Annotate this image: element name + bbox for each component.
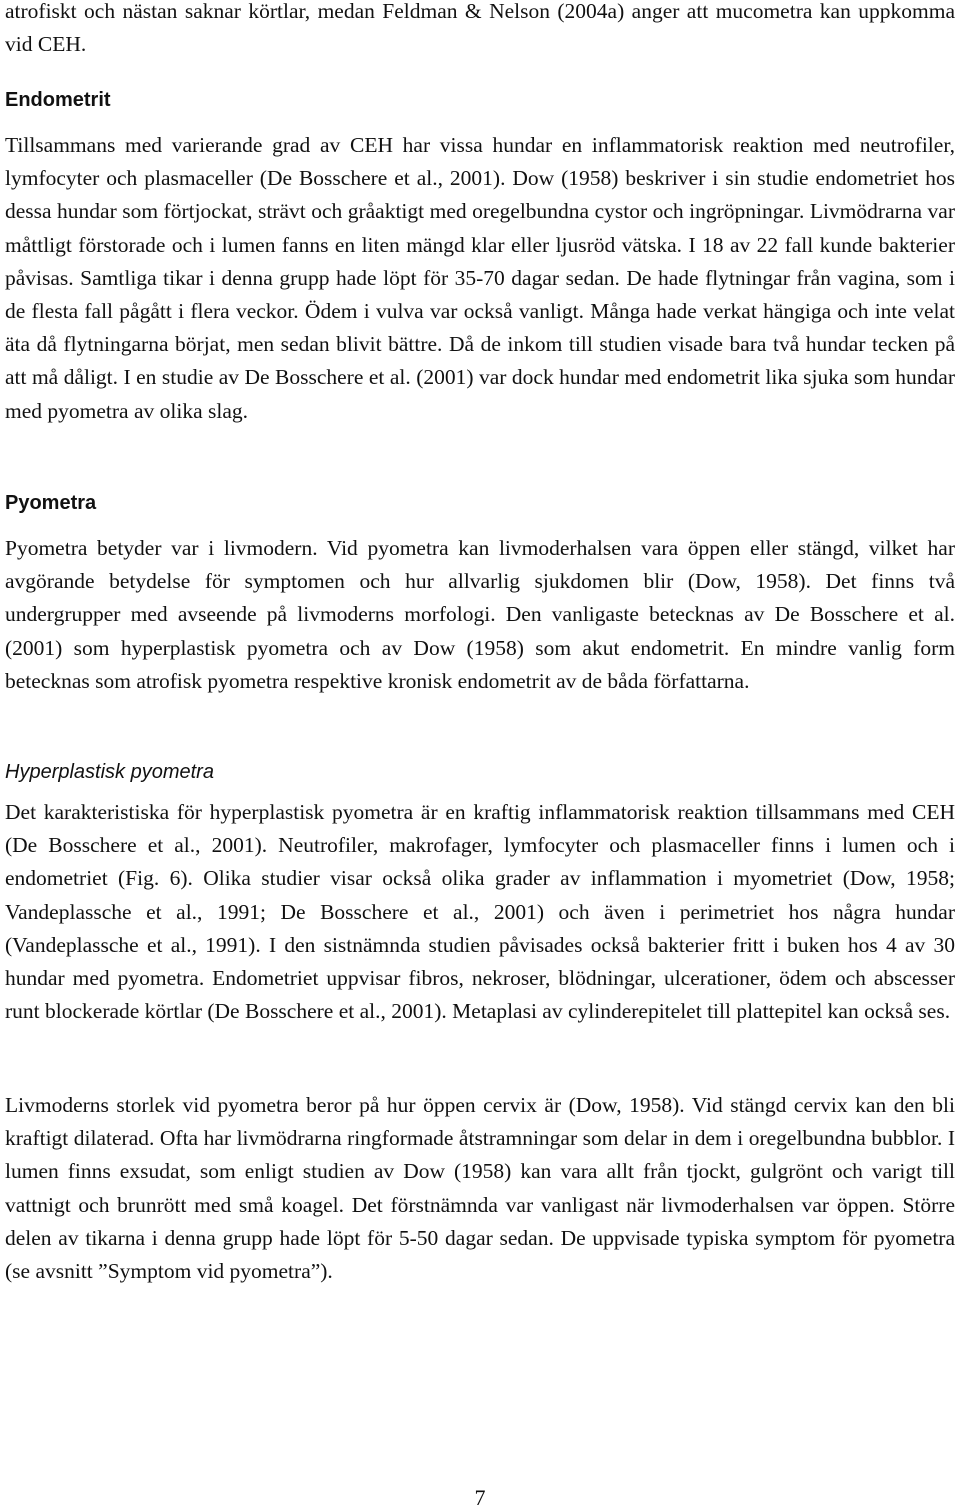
paragraph-mucometra: atrofiskt och nästan saknar körtlar, medan Feldman & Nelson (2004a) anger att mucometra kan uppkomma vid CEH. [5,0,955,57]
heading-endometrit: Endometrit [5,89,111,111]
paragraph-livmoderns-storlek: Livmoderns storlek vid pyometra beror på hur öppen cervix är (Dow, 1958). Vid stängd cervix kan den bli kraftigt dilaterad. Ofta har livmödrarna ringformade åtstramningar som delar in dem i oregelbundna bubblor. I lumen finns exsudat, som enligt studien av Dow (1958) kan vara allt från tjockt, gulgrönt och varigt till vattnigt och brunrött med små koagel. Det förstnämnda var vanligast när livmoderhalsen var öppen. Större delen av tikarna i denna grupp hade löpt för 5-50 dagar sedan. De uppvisade typiska symptom för pyometra (se avsnitt ”Symptom vid pyometra”). [5,1093,955,1284]
paragraph-hyperplastisk: Det karakteristiska för hyperplastisk pyometra är en kraftig inflammatorisk reaktion tillsammans med CEH (De Bosschere et al., 2001). Neutrofiler, makrofager, lymfocyter och plasmaceller finns i lumen och i endometriet (Fig. 6). Olika studier visar också olika grader av inflammation i myometriet (Dow, 1958; Vandeplassche et al., 1991; De Bosschere et al., 2001) och även i perimetriet hos några hundar (Vandeplassche et al., 1991). I den sistnämnda studien påvisades också bakterier fritt i buken hos 4 av 30 hundar med pyometra. Endometriet uppvisar fibros, nekroser, blödningar, ulcerationer, ödem och abscesser runt blockerade körtlar (De Bosschere et al., 2001). Metaplasi av cylinderepitelet till plattepitel kan också ses. [5,800,955,1024]
paragraph-endometrit: Tillsammans med varierande grad av CEH har vissa hundar en inflammatorisk reaktion med neutrofiler, lymfocyter och plasmaceller (De Bosschere et al., 2001). Dow (1958) beskriver i sin studie endometriet hos dessa hundar som förtjockat, strävt och gråaktigt med oregelbundna cystor och ingröpningar. Livmödrarna var måttligt förstorade och i lumen fanns en liten mängd klar eller ljusröd vätska. I 18 av 22 fall kunde bakterier påvisas. Samtliga tikar i denna grupp hade löpt för 35-70 dagar sedan. De hade flytningar från vagina, som i de flesta fall pågått i flera veckor. Ödem i vulva var också vanligt. Många hade verkat hängiga och inte velat äta då flytningarna börjat, men sedan blivit bättre. Då de inkom till studien visade bara två hundar tecken på att må dåligt. I en studie av De Bosschere et al. (2001) var dock hundar med endometrit lika sjuka som hundar med pyometra av olika slag. [5,133,955,423]
paragraph-pyometra: Pyometra betyder var i livmodern. Vid pyometra kan livmoderhalsen vara öppen eller stängd, vilket har avgörande betydelse för symptomen och hur allvarlig sjukdomen blir (Dow, 1958). Det finns två undergrupper med avseende på livmoderns morfologi. Den vanligaste betecknas av De Bosschere et al. (2001) som hyperplastisk pyometra och av Dow (1958) som akut endometrit. En mindre vanlig form betecknas som atrofisk pyometra respektive kronisk endometrit av de båda författarna. [5,536,955,693]
heading-hyperplastisk-pyometra: Hyperplastisk pyometra [5,761,214,783]
heading-pyometra: Pyometra [5,492,97,514]
page-number: 7 [474,1485,486,1510]
